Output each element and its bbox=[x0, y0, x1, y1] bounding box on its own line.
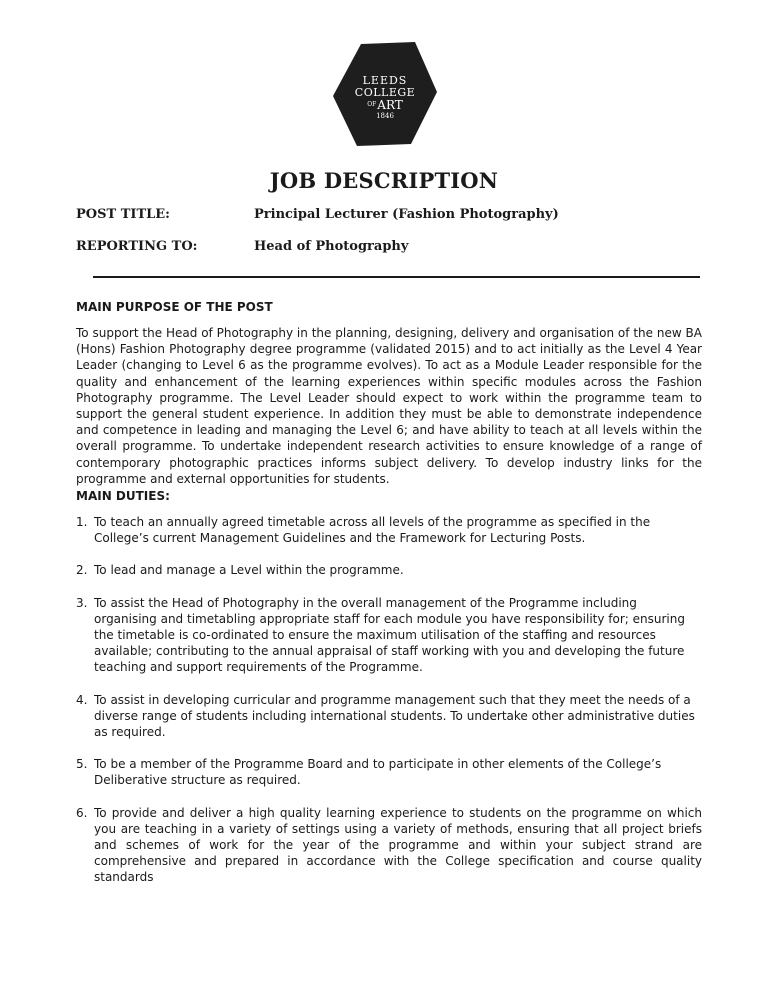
main-purpose-paragraph: To support the Head of Photography in the planning, designing, delivery and organisation of the new BA (Hons) Fashion Photography degree programme (validated 2015) and to act initially as the Level 4 Year Leader (changing to Level 6 as the programme evolves). To act as a Module Leader responsible for the quality and enhancement of the learning experiences within specific modules across the Fashion Photography programme. The Level Leader should expect to work within the programme team to support the general student experience. In addition they must be able to demonstrate independence and competence in leading and managing the Level 6; and have ability to teach at all levels within the overall programme. To undertake independent research activities to ensure knowledge of a range of contemporary photographic practices informs subject delivery. To develop industry links for the programme and external opportunities for students. bbox=[76, 326, 702, 486]
duty-item bbox=[76, 692, 702, 741]
logo-year: 1846 bbox=[376, 111, 394, 120]
logo-line-leeds: LEEDS bbox=[362, 73, 408, 87]
reporting-to-value: Head of Photography bbox=[254, 239, 409, 254]
logo-wordmark bbox=[331, 40, 439, 148]
post-title-value: Principal Lecturer (Fashion Photography) bbox=[254, 207, 559, 222]
duty-number: 4. bbox=[76, 692, 88, 707]
duty-number: 2. bbox=[76, 563, 88, 578]
logo-line-of-art bbox=[367, 99, 403, 111]
duty-number: 3. bbox=[76, 595, 88, 610]
duty-item bbox=[76, 595, 702, 676]
main-duties-heading: MAIN DUTIES: bbox=[76, 489, 170, 503]
duty-text: To assist the Head of Photography in the overall management of the Programme including organising and timetabling appropriate staff for each module you have responsibility for; ensuring the timetable is co-ordinated to ensure the maximum utilisation of the staffing and resources available; contributing to the annual appraisal of staff working with you and developing the future teaching and support requirements of the Programme. bbox=[94, 595, 685, 675]
post-title-label: POST TITLE: bbox=[76, 207, 170, 222]
duty-text: To assist in developing curricular and programme management such that they meet the needs of a diverse range of students including international students. To undertake other administrative duties as required. bbox=[94, 692, 695, 740]
duty-item bbox=[76, 805, 702, 886]
logo-of: OF bbox=[367, 101, 377, 108]
duty-text: To lead and manage a Level within the programme. bbox=[94, 563, 404, 578]
main-purpose-heading: MAIN PURPOSE OF THE POST bbox=[76, 300, 273, 314]
reporting-to-label: REPORTING TO: bbox=[76, 239, 198, 254]
horizontal-divider bbox=[93, 276, 700, 278]
duty-number: 6. bbox=[76, 805, 88, 820]
logo-line-college: COLLEGE bbox=[354, 85, 416, 99]
document-title: JOB DESCRIPTION bbox=[269, 168, 499, 193]
duty-number: 5. bbox=[76, 757, 88, 772]
duty-item bbox=[76, 756, 702, 788]
duty-text: To teach an annually agreed timetable across all levels of the programme as specified in the College’s current Management Guidelines and the Framework for Lecturing Posts. bbox=[94, 515, 651, 546]
duty-text: To provide and deliver a high quality learning experience to students on the programme on which you are teaching in a variety of settings using a variety of methods, ensuring that all project briefs and schemes of work for the year of the programme and within your subject strand are comprehensive and prepared in accordance with the College specification and course quality standards bbox=[94, 805, 702, 885]
main-duties-list bbox=[76, 514, 702, 902]
logo-art: ART bbox=[377, 97, 403, 112]
college-logo bbox=[331, 40, 439, 148]
duty-item bbox=[76, 562, 702, 578]
duty-item bbox=[76, 514, 702, 546]
duty-number: 1. bbox=[76, 515, 88, 529]
duty-text: To be a member of the Programme Board and to participate in other elements of the College’s Deliberative structure as required. bbox=[94, 757, 662, 788]
